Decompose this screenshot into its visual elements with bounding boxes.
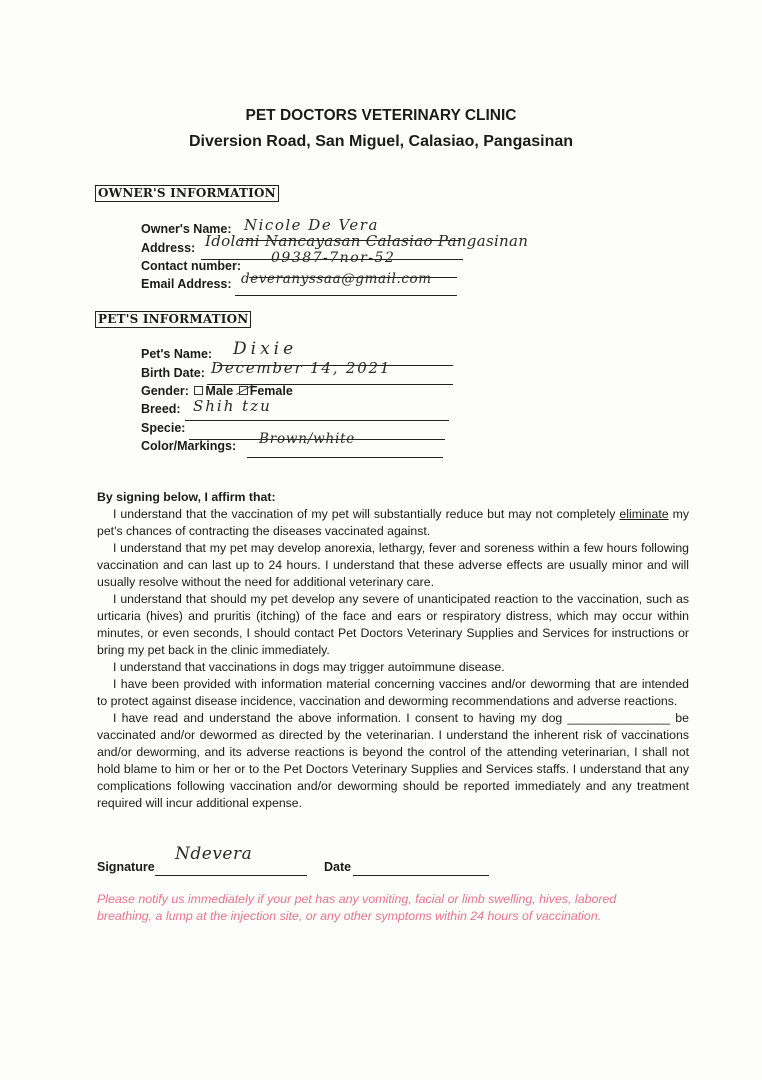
owner-address-label: Address: — [141, 241, 196, 255]
pet-birth-label: Birth Date: — [141, 366, 205, 380]
notice-text: Please notify us immediately if your pet has any vomiting, facial or limb swelling, hives, labored breathing, a lump at the injection site, or any other symptoms within 24 hours of vaccination. — [97, 892, 617, 923]
pet-name-label: Pet's Name: — [141, 347, 213, 361]
owner-name-value[interactable]: Nicole De Vera — [244, 216, 379, 234]
clinic-name: PET DOCTORS VETERINARY CLINIC — [245, 107, 517, 124]
owner-email-label: Email Address: — [141, 277, 232, 291]
pet-color-value[interactable]: Brown/white — [259, 431, 356, 447]
signature-value[interactable]: Ndevera — [175, 844, 253, 864]
pet-breed-value[interactable]: Shih tzu — [193, 397, 272, 415]
consent-text — [97, 489, 689, 812]
pet-gender-label: Gender: — [141, 384, 189, 398]
signature-row — [97, 844, 497, 878]
consent-lead: By signing below, I affirm that: — [97, 490, 276, 504]
pet-breed-row — [141, 397, 461, 421]
pet-birth-row — [141, 359, 461, 385]
date-label: Date — [324, 860, 352, 874]
pet-color-label: Color/Markings: — [141, 439, 237, 453]
owner-section-heading: OWNER'S INFORMATION — [95, 185, 279, 202]
owner-email-line — [235, 295, 457, 296]
pet-birth-value[interactable]: December 14, 2021 — [211, 359, 392, 377]
gender-male-label: Male — [205, 384, 234, 398]
consent-p1-underlined: eliminate — [619, 507, 669, 521]
consent-paragraph-2: I understand that my pet may develop anorexia, lethargy, fever and soreness within a few hours following vaccination and can last up to 24 hours. I understand that these adverse effects are usually minor and will usually resolve without the need for additional veterinary care. — [97, 541, 689, 589]
owner-contact-label: Contact number: — [141, 259, 241, 273]
pet-breed-label: Breed: — [141, 402, 181, 416]
pet-color-row — [141, 431, 461, 458]
consent-paragraph-6 — [97, 710, 689, 812]
consent-paragraph-5: I have been provided with information material concerning vaccines and/or deworming that are intended to protect against disease incidence, vaccination and deworming recommendations and adverse reactions. — [97, 677, 689, 708]
owner-contact-value[interactable]: 09387-7nor-52 — [271, 250, 396, 266]
owner-name-label: Owner's Name: — [141, 222, 232, 236]
owner-email-value[interactable]: deveranyssaa@gmail.com — [241, 271, 432, 287]
pet-section-heading: PET'S INFORMATION — [95, 311, 251, 328]
owner-email-row — [141, 271, 541, 296]
owner-address-value[interactable]: Idolani Nancayasan Calasiao Pangasinan — [205, 232, 529, 250]
clinic-address: Diversion Road, San Miguel, Calasiao, Pangasinan — [188, 133, 574, 150]
consent-p1-text-end: my pet's chances of contracting the diseases vaccinated against. — [97, 507, 690, 538]
date-line — [353, 875, 489, 876]
pet-gender-group — [141, 384, 293, 398]
consent-paragraph-4: I understand that vaccinations in dogs may trigger autoimmune disease. — [113, 660, 505, 674]
consent-p6-text-end: be vaccinated and/or dewormed as directed by the veterinarian. I understand the inherent risk of vaccinations and/or deworming, and its adverse reactions is beyond the control of the attending veterinarian, I shall not hold blame to him or her or to the Pet Doctors Veterinary Supplies and Services staffs. I understand that any complications following vaccination and/or deworming should be reported immediately and any treatment required will incur additional expense. — [97, 711, 689, 810]
signature-line — [155, 875, 307, 876]
dog-name-blank[interactable]: _______________ — [567, 711, 671, 725]
pet-specie-label: Specie: — [141, 421, 186, 435]
gender-male-checkbox[interactable] — [194, 386, 203, 395]
pet-color-line — [247, 457, 443, 458]
consent-paragraph-3: I understand that should my pet develop any severe of unanticipated reaction to the vaccination, such as urticaria (hives) and pruritis (itching) of the face and ears or respiratory distress, which may occur within minutes, or even seconds, I should contact Pet Doctors Veterinary Supplies and Services for instructions or bring my pet back in the clinic immediately. — [97, 592, 689, 657]
gender-female-label: Female — [249, 384, 293, 398]
consent-p1-text: I understand that the vaccination of my pet will substantially reduce but may not completely — [113, 507, 620, 521]
consent-paragraph-1 — [97, 506, 689, 540]
pet-name-value[interactable]: Dixie — [233, 339, 298, 359]
consent-p6-text: I have read and understand the above information. I consent to having my dog — [113, 711, 568, 725]
gender-female-checkbox[interactable] — [239, 386, 248, 395]
signature-label: Signature — [97, 860, 155, 874]
